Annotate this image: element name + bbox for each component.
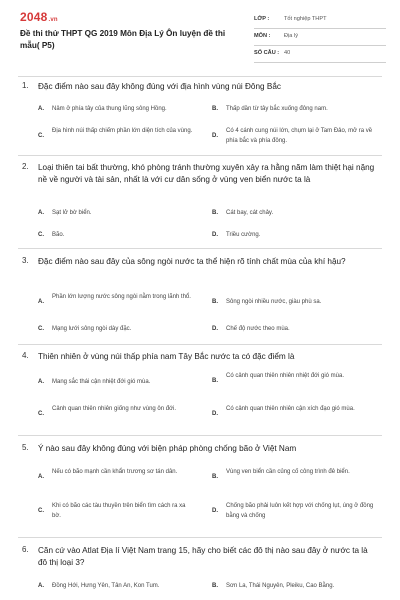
exam-meta-table	[254, 12, 386, 63]
option-letter: A.	[38, 210, 44, 216]
meta-row-subject	[254, 29, 386, 46]
question-6	[0, 545, 400, 600]
option-letter: A.	[38, 583, 44, 589]
option-text: Địa hình núi thấp chiếm phần lớn diện tích của vùng.	[52, 128, 193, 134]
option-letter: B.	[212, 210, 218, 216]
option-text: Sạt lở bờ biển.	[52, 210, 92, 216]
option-text: Sông ngòi nhiều nước, giàu phù sa.	[226, 299, 322, 305]
option-text: Vùng ven biển cần củng cố công trình đê biển.	[226, 469, 350, 475]
option-letter: A.	[38, 474, 44, 480]
logo-suffix: .vn	[48, 17, 58, 23]
option-letter: B.	[212, 583, 218, 589]
question-4	[0, 351, 400, 431]
option-text: Đồng Hới, Hưng Yên, Tân An, Kon Tum.	[52, 583, 160, 589]
option-letter: A.	[38, 379, 44, 385]
question-number: 6.	[22, 545, 29, 554]
option-text: Triều cường.	[226, 232, 261, 238]
exam-title: Đề thi thử THPT QG 2019 Môn Địa Lý Ôn luyện đề thi mẫu( P5)	[20, 29, 226, 50]
option-text: Có cảnh quan thiên nhiên nhiệt đới gió mùa.	[226, 373, 345, 379]
question-5	[0, 443, 400, 531]
meta-key: LỚP :	[254, 16, 270, 22]
option-letter: D.	[212, 508, 218, 514]
divider	[18, 435, 382, 436]
option-text: Sơn La, Thái Nguyên, Pleiku, Cao Bằng.	[226, 583, 335, 589]
site-logo[interactable]	[20, 10, 58, 24]
meta-key: MÔN :	[254, 33, 271, 39]
option-text: Mang sắc thái cận nhiệt đới gió mùa.	[52, 379, 151, 385]
divider	[18, 248, 382, 249]
option-text: Cát bay, cát chảy.	[226, 210, 274, 216]
question-number: 4.	[22, 351, 29, 360]
meta-key: SỐ CÂU :	[254, 50, 280, 56]
option-text: Bão.	[52, 232, 65, 238]
option-letter: D.	[212, 232, 218, 238]
divider	[18, 76, 382, 77]
question-number: 1.	[22, 81, 29, 90]
option-letter: C.	[38, 232, 44, 238]
meta-value: Tốt nghiệp THPT	[284, 16, 327, 22]
option-text: Thấp dần từ tây bắc xuống đông nam.	[226, 106, 328, 112]
option-letter: B.	[212, 474, 218, 480]
option-letter: A.	[38, 299, 44, 305]
option-text: Có cảnh quan thiên nhiên cận xích đạo gió mùa.	[226, 406, 355, 412]
option-letter: B.	[212, 299, 218, 305]
exam-header	[0, 0, 400, 72]
question-text: Căn cứ vào Atlat Địa lí Việt Nam trang 15, hãy cho biết các đô thị nào sau đây ở nước ta là đô thị loại 3?	[38, 546, 368, 567]
question-text: Đặc điểm nào sau đây không đúng với địa hình vùng núi Đông Bắc	[38, 82, 281, 91]
question-number: 2.	[22, 162, 29, 171]
option-text: Phần lớn lượng nước sông ngòi nằm trong lãnh thổ.	[52, 294, 191, 300]
option-letter: D.	[212, 411, 218, 417]
question-2	[0, 162, 400, 244]
option-letter: C.	[38, 133, 44, 139]
divider	[18, 344, 382, 345]
meta-row-count	[254, 46, 386, 63]
question-text: Loại thiên tai bất thường, khó phòng tránh thường xuyên xảy ra hằng năm làm thiệt hại nặng nề về người và tài sản, nhất là với cư dân sống ở vùng ven biển nước ta là	[38, 163, 375, 184]
divider	[18, 155, 382, 156]
meta-value: 40	[284, 50, 291, 56]
option-letter: B.	[212, 106, 218, 112]
option-text: Nâm ở phía tây của thung lũng sông Hồng.	[52, 106, 167, 112]
question-text: Ý nào sau đây không đúng với biện pháp phòng chống bão ở Việt Nam	[38, 444, 297, 453]
option-letter: B.	[212, 378, 218, 384]
meta-value: Địa lý	[284, 33, 298, 39]
option-letter: C.	[38, 508, 44, 514]
option-text: Có 4 cánh cung núi lớn, chụm lại ở Tam Đảo, mở ra về phía bắc và phía đông.	[226, 128, 373, 144]
question-3	[0, 256, 400, 340]
option-letter: A.	[38, 106, 44, 112]
option-text: Chế độ nước theo mùa.	[226, 326, 290, 332]
option-letter: C.	[38, 326, 44, 332]
question-number: 5.	[22, 443, 29, 452]
option-letter: D.	[212, 133, 218, 139]
option-text: Nếu có bão mạnh cần khẩn trương sơ tán dân.	[52, 469, 178, 475]
option-letter: C.	[38, 411, 44, 417]
divider	[18, 537, 382, 538]
option-text: Cảnh quan thiên nhiên giống như vùng ôn đới.	[52, 406, 177, 412]
option-text: Khi có bão các tàu thuyền trên biển tìm cách ra xa bờ.	[52, 503, 186, 519]
option-text: Chống bão phải luôn kết hợp với chống lụt, úng ở đồng bằng và chống	[226, 503, 374, 519]
question-number: 3.	[22, 256, 29, 265]
option-text: Mạng lưới sông ngòi dày đặc.	[52, 326, 132, 332]
logo-text: 2048	[20, 10, 48, 24]
question-text: Đặc điểm nào sau đây của sông ngòi nước ta thể hiện rõ tính chất mùa của khí hậu?	[38, 257, 346, 266]
option-letter: D.	[212, 326, 218, 332]
question-1	[0, 81, 400, 151]
question-text: Thiên nhiên ở vùng núi thấp phía nam Tây Bắc nước ta có đặc điểm là	[38, 352, 295, 361]
meta-row-class	[254, 12, 386, 29]
